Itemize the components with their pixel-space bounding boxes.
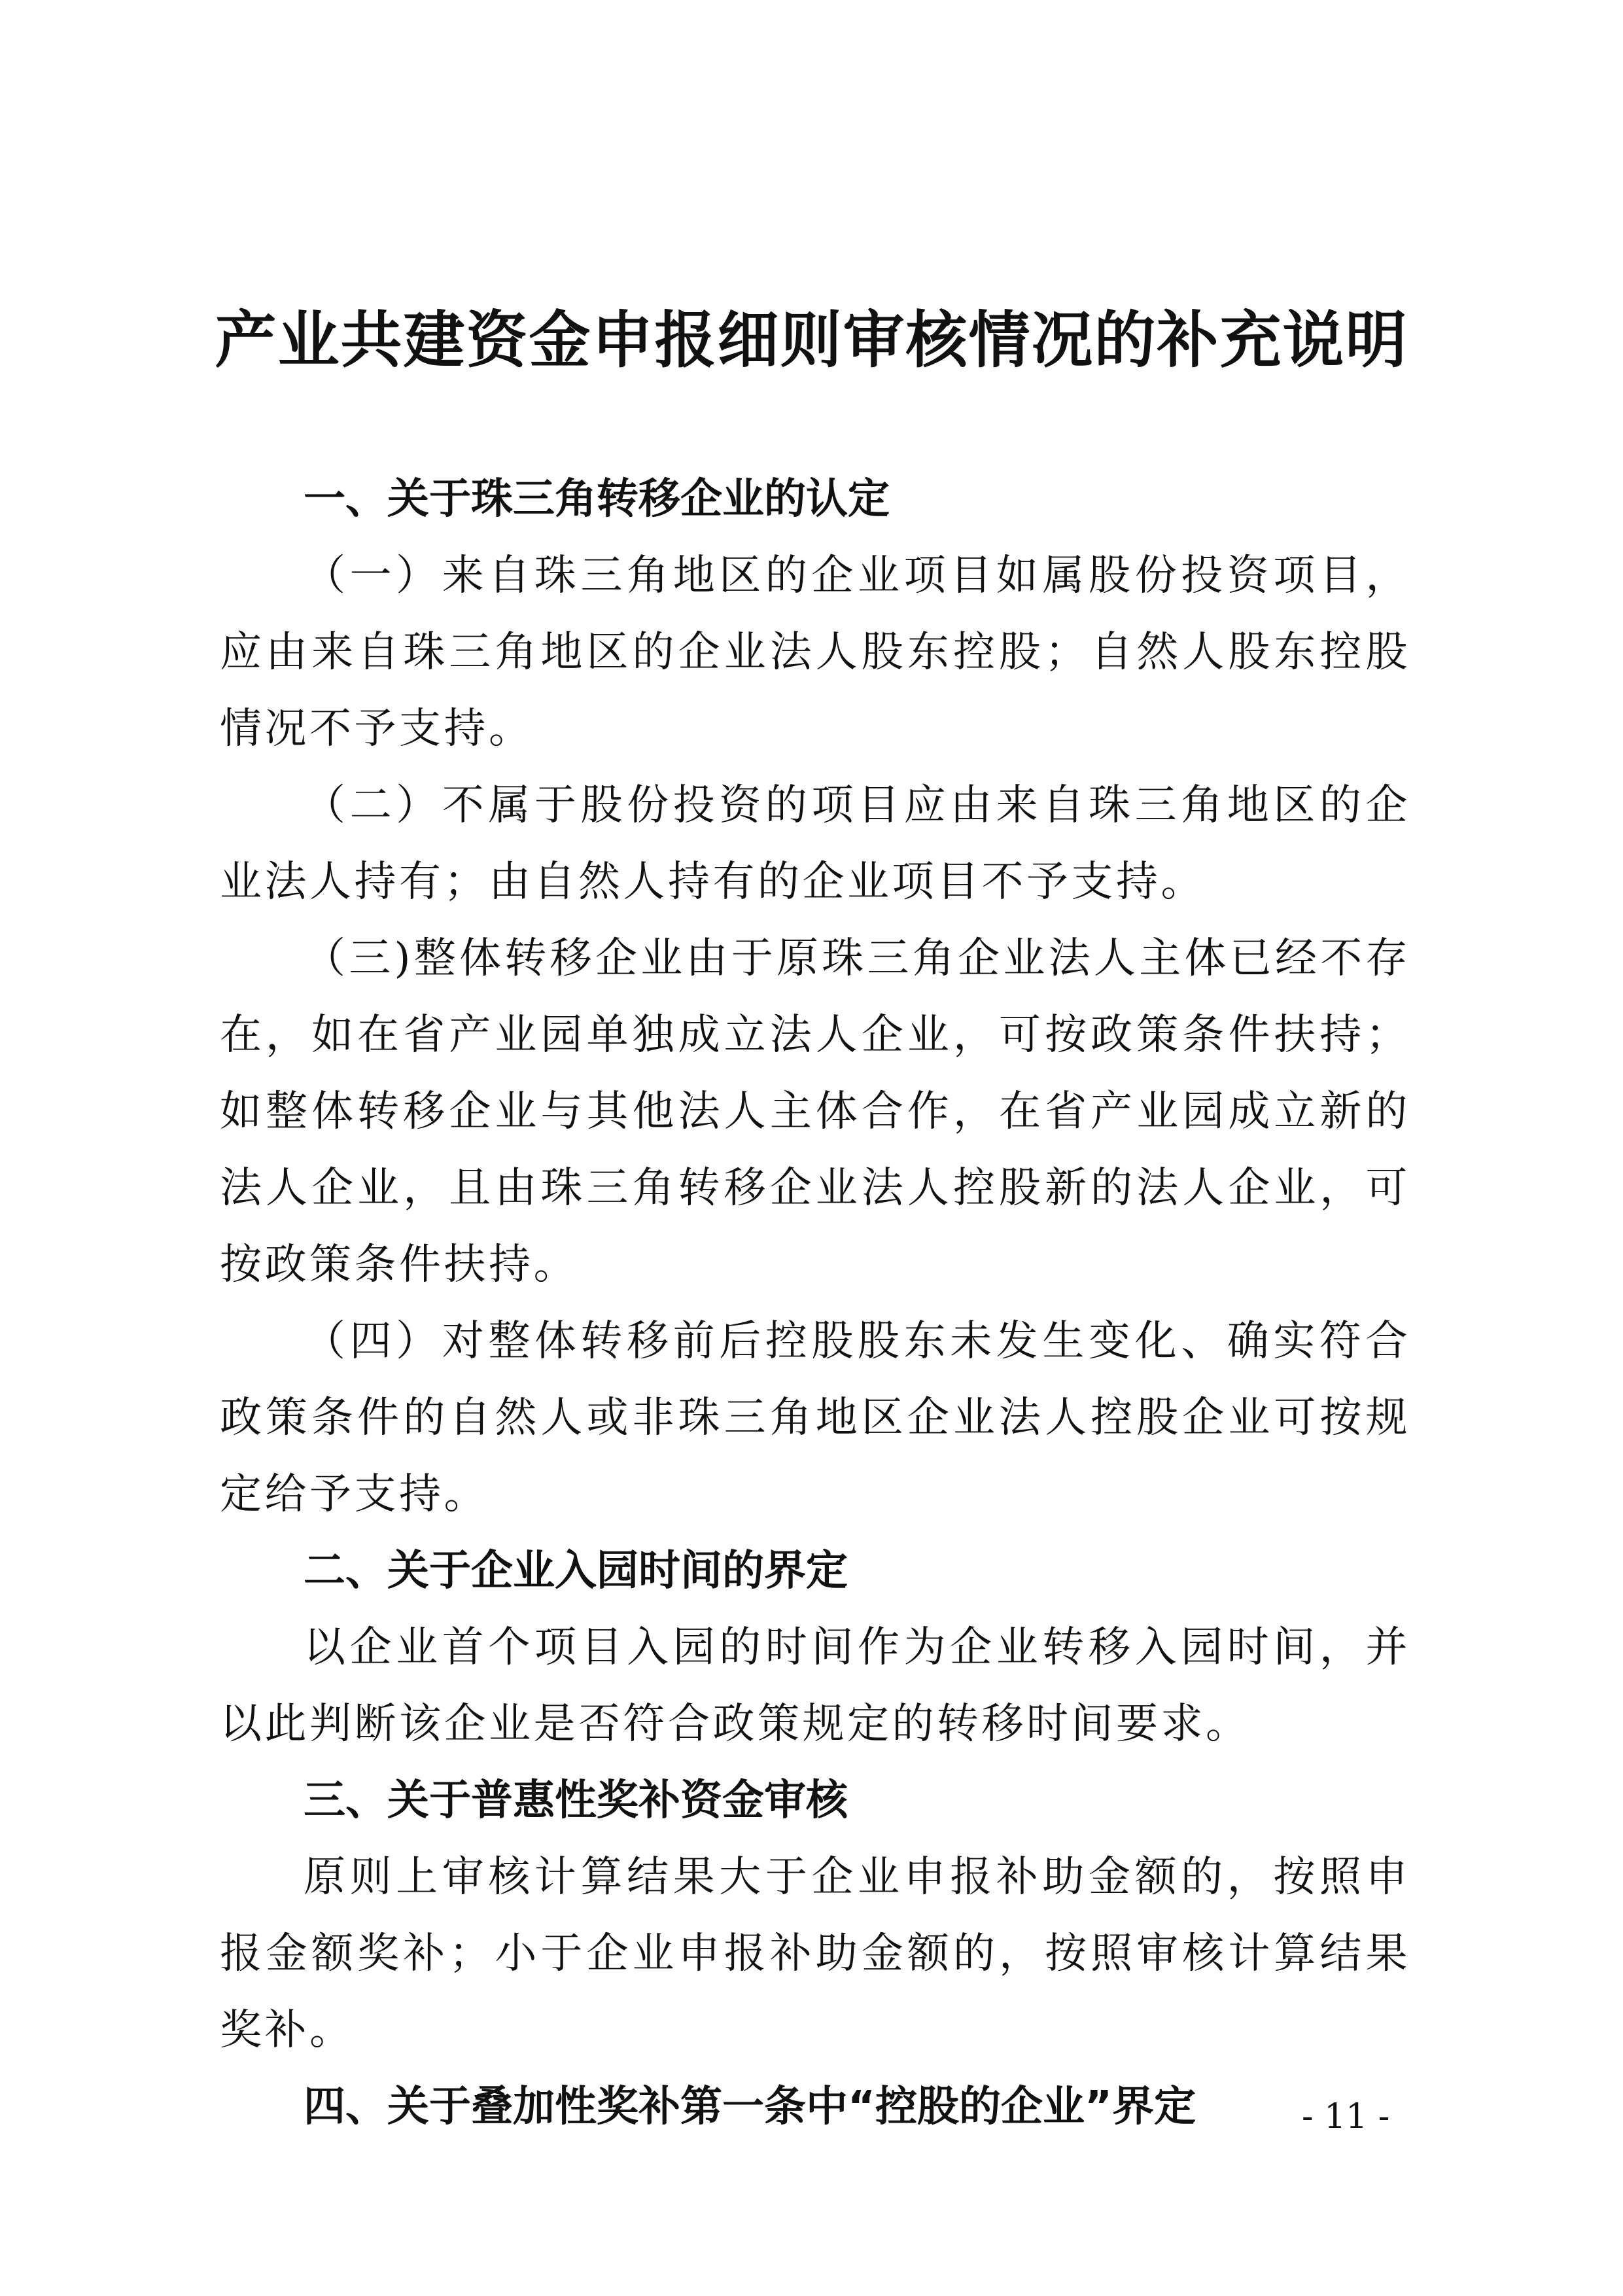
paragraph-2-1: 以企业首个项目入园的时间作为企业转移入园时间，并以此判断该企业是否符合政策规定的转移时间要求。 bbox=[220, 1623, 1410, 1748]
section-heading-1: 一、关于珠三角转移企业的认定 bbox=[304, 475, 890, 523]
document-title: 产业共建资金申报细则审核情况的补充说明 bbox=[215, 304, 1408, 376]
section-heading-2: 二、关于企业入园时间的界定 bbox=[304, 1547, 848, 1595]
paragraph-1-2: （二）不属于股份投资的项目应由来自珠三角地区的企业法人持有；由自然人持有的企业项目不予支持。 bbox=[220, 781, 1410, 906]
section-heading-4: 四、关于叠加性奖补第一条中“控股的企业”界定 bbox=[304, 2083, 1196, 2131]
paragraph-1-4: （四）对整体转移前后控股股东未发生变化、确实符合政策条件的自然人或非珠三角地区企业法人控股企业可按规定给予支持。 bbox=[220, 1317, 1410, 1519]
paragraph-3-1: 原则上审核计算结果大于企业申报补助金额的，按照申报金额奖补；小于企业申报补助金额的，按照审核计算结果奖补。 bbox=[220, 1853, 1410, 2055]
document-body bbox=[220, 461, 1410, 2146]
paragraph-1-3: （三)整体转移企业由于原珠三角企业法人主体已经不存在，如在省产业园单独成立法人企业，可按政策条件扶持；如整体转移企业与其他法人主体合作，在省产业园成立新的法人企业，且由珠三角转移企业法人控股新的法人企业，可按政策条件扶持。 bbox=[220, 934, 1410, 1289]
page-number: - 11 - bbox=[1302, 2097, 1390, 2136]
section-heading-3: 三、关于普惠性奖补资金审核 bbox=[304, 1776, 848, 1825]
paragraph-1-1: （一）来自珠三角地区的企业项目如属股份投资项目，应由来自珠三角地区的企业法人股东控股；自然人股东控股情况不予支持。 bbox=[220, 552, 1410, 753]
